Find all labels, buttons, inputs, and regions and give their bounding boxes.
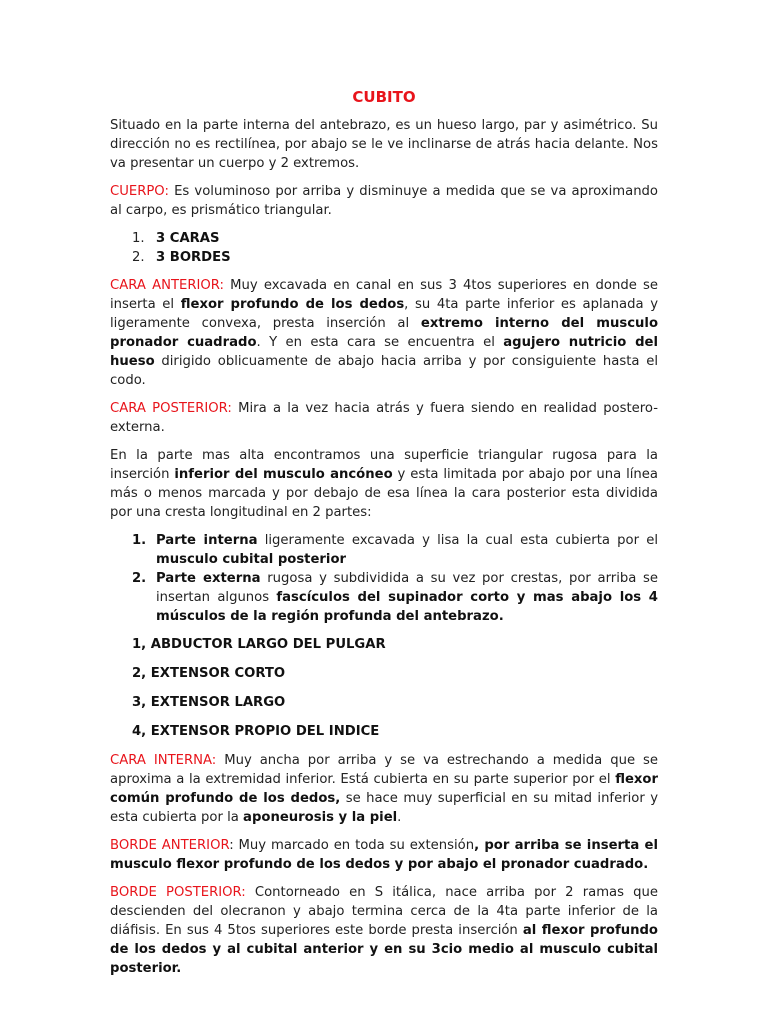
cara-posterior-paragraph: [110, 399, 658, 437]
bold-run: flexor común profundo de los dedos,: [110, 772, 658, 806]
borde-posterior-paragraph: [110, 883, 658, 978]
text-run: Muy ancha por arriba y se va estrechando a medida que se aproxima a la extremidad inferior. Está cubierta en su parte superior por el: [110, 753, 658, 787]
posterior-detail-paragraph: [110, 446, 658, 522]
bold-run: inferior del musculo ancóneo: [174, 467, 393, 482]
text-run: rugosa y subdividida a su vez por crestas, por arriba se insertan algunos: [156, 571, 658, 605]
text-run: , su 4ta parte inferior es aplanada y ligeramente convexa, presta inserción al: [110, 297, 659, 331]
muscle-item: 2, EXTENSOR CORTO: [132, 666, 286, 681]
cuerpo-paragraph: [110, 182, 658, 220]
borde-anterior-label: BORDE ANTERIOR: [110, 838, 230, 853]
text-run: dirigido oblicuamente de abajo hacia arriba y por consiguiente hasta el codo.: [110, 354, 658, 388]
text-run: Contorneado en S itálica, nace arriba por 2 ramas que descienden del olecranon y abajo termina cerca de la 4ta parte inferior de la diáfisis. En sus 4 5tos superiores este borde presta inserción: [110, 885, 658, 938]
cuerpo-label: CUERPO:: [110, 184, 169, 199]
borde-posterior-label: BORDE POSTERIOR:: [110, 885, 246, 900]
text-run: : Muy marcado en toda su extensión: [229, 838, 475, 853]
cara-anterior-paragraph: [110, 276, 658, 390]
text-run: ligeramente excavada y lisa la cual esta cubierta por el: [257, 533, 658, 548]
borde-anterior-paragraph: [110, 836, 658, 874]
muscle-item: 4, EXTENSOR PROPIO DEL INDICE: [132, 724, 380, 739]
cara-anterior-label: CARA ANTERIOR:: [110, 278, 224, 293]
cara-interna-label: CARA INTERNA:: [110, 753, 217, 768]
bold-run: agujero nutricio del hueso: [110, 335, 658, 369]
list-item: [110, 531, 658, 569]
bold-run: musculo cubital posterior: [156, 552, 347, 567]
cuerpo-list: [110, 229, 658, 267]
list-number: 1.: [132, 231, 145, 246]
list-item: [110, 229, 658, 248]
text-run: Muy excavada en canal en sus 3 4tos superiores en donde se inserta el: [110, 278, 658, 312]
cara-posterior-text: Mira a la vez hacia atrás y fuera siendo en realidad postero-externa.: [110, 401, 658, 435]
text-run: .: [397, 810, 402, 825]
list-item: [110, 248, 658, 267]
list-text: 3 CARAS: [156, 231, 220, 246]
list-number: 2.: [132, 571, 147, 586]
text-run: . Y en esta cara se encuentra el: [256, 335, 504, 350]
bold-run: Parte interna: [156, 533, 258, 548]
bold-run: fascículos del supinador corto y mas abajo los 4 músculos de la región profunda del antebrazo.: [156, 590, 658, 624]
document-body: [110, 87, 658, 987]
text-run: En la parte mas alta encontramos una superficie triangular rugosa para la inserción: [110, 448, 658, 482]
list-item: [110, 569, 658, 626]
cara-posterior-label: CARA POSTERIOR:: [110, 401, 232, 416]
cuerpo-text: Es voluminoso por arriba y disminuye a medida que se va aproximando al carpo, es prismático triangular.: [110, 184, 658, 218]
list-number: 1.: [132, 533, 147, 548]
partes-list: [110, 531, 658, 626]
bold-run: Parte externa: [156, 571, 261, 586]
bold-run: flexor profundo de los dedos: [180, 297, 405, 312]
bold-run: aponeurosis y la piel: [243, 810, 398, 825]
muscle-item: 1, ABDUCTOR LARGO DEL PULGAR: [132, 637, 386, 652]
document-title: CUBITO: [352, 88, 416, 106]
bold-run: extremo interno del musculo pronador cuadrado: [110, 316, 659, 350]
cara-interna-paragraph: [110, 751, 658, 827]
bold-run: al flexor profundo de los dedos y al cubital anterior y en su 3cio medio al musculo cubital posterior.: [110, 923, 658, 976]
bold-run: , por arriba se inserta el musculo flexor profundo de los dedos y por abajo el pronador cuadrado.: [110, 838, 658, 872]
text-run: se hace muy superficial en su mitad inferior y esta cubierta por la: [110, 791, 658, 825]
list-text: 3 BORDES: [156, 250, 231, 265]
muscle-item: 3, EXTENSOR LARGO: [132, 695, 286, 710]
text-run: y esta limitada por abajo por una línea más o menos marcada y por debajo de esa línea la cara posterior esta dividida por una cresta longitudinal en 2 partes:: [110, 467, 658, 520]
list-number: 2.: [132, 250, 145, 265]
intro-paragraph: Situado en la parte interna del antebrazo, es un hueso largo, par y asimétrico. Su dirección no es rectilínea, por abajo se le ve inclinarse de atrás hacia delante. Nos va presentar un cuerpo y 2 extremos.: [110, 118, 658, 171]
